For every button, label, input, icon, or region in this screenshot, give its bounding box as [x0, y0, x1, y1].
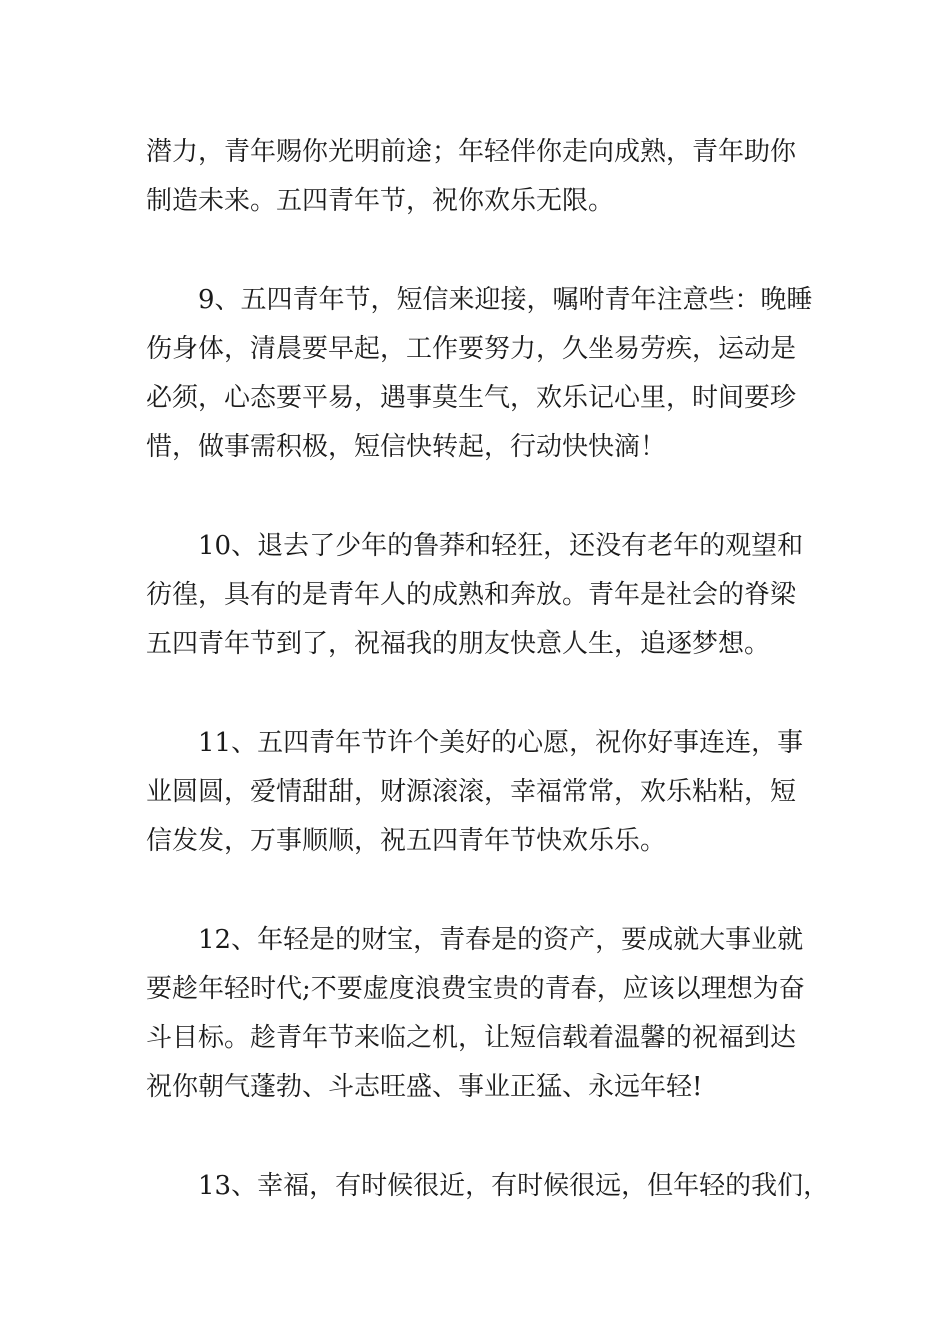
text-line: 13、幸福，有时候很近，有时候很远，但年轻的我们，	[198, 1171, 830, 1201]
text-line: 五四青年节到了，祝福我的朋友快意人生，追逐梦想。	[146, 629, 771, 659]
text-line: 潜力，青年赐你光明前途；年轻伴你走向成熟，青年助你	[146, 137, 797, 167]
text-line: 祝你朝气蓬勃、斗志旺盛、事业正猛、永远年轻!	[146, 1072, 703, 1102]
paragraph-item-10	[146, 522, 826, 669]
text-line: 业圆圆，爱情甜甜，财源滚滚，幸福常常，欢乐粘粘，短	[146, 777, 797, 807]
text-line: 信发发，万事顺顺，祝五四青年节快欢乐乐。	[146, 826, 667, 856]
text-line: 要趁年轻时代;不要虚度浪费宝贵的青春，应该以理想为奋	[146, 974, 805, 1004]
text-line: 彷徨，具有的是青年人的成熟和奔放。青年是社会的脊梁	[146, 580, 797, 610]
text-line: 10、退去了少年的鲁莽和轻狂，还没有老年的观望和	[198, 531, 804, 561]
text-line: 制造未来。五四青年节，祝你欢乐无限。	[146, 186, 615, 216]
text-line: 伤身体，清晨要早起，工作要努力，久坐易劳疾，运动是	[146, 334, 797, 364]
text-line: 必须，心态要平易，遇事莫生气，欢乐记心里，时间要珍	[146, 383, 797, 413]
paragraph-continuation	[146, 128, 826, 226]
paragraph-item-12	[146, 916, 826, 1112]
paragraph-item-13	[146, 1162, 830, 1211]
document-body	[146, 128, 830, 1261]
text-line: 斗目标。趁青年节来临之机，让短信载着温馨的祝福到达	[146, 1023, 797, 1053]
text-line: 9、五四青年节，短信来迎接，嘱咐青年注意些：晚睡	[198, 285, 813, 315]
text-line: 11、五四青年节许个美好的心愿，祝你好事连连，事	[198, 728, 804, 758]
text-line: 12、年轻是的财宝，青春是的资产，要成就大事业就	[198, 925, 804, 955]
paragraph-item-9	[146, 276, 826, 472]
text-line: 惜，做事需积极，短信快转起，行动快快滴！	[146, 432, 667, 462]
paragraph-item-11	[146, 719, 826, 866]
